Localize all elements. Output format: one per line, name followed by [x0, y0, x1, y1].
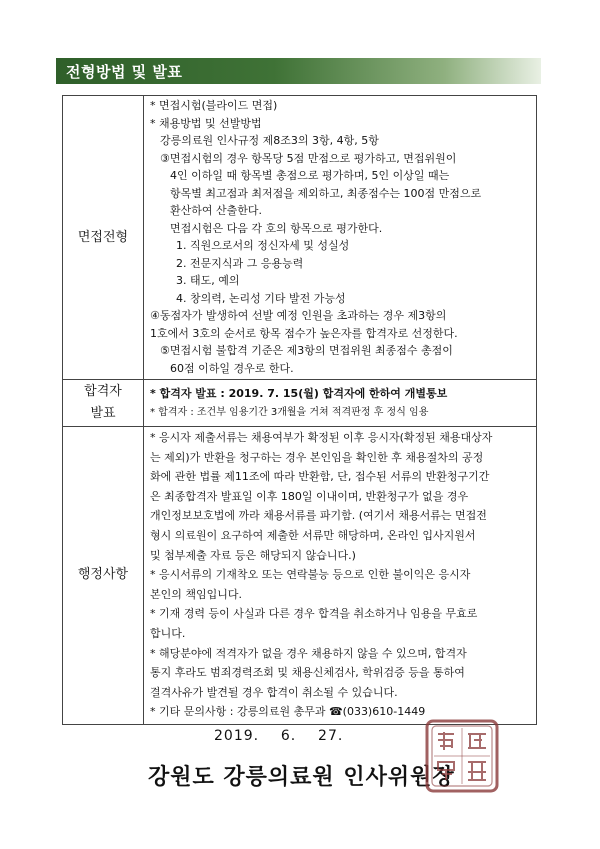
- interview-content: [144, 96, 537, 380]
- selection-table: [62, 95, 537, 725]
- admin-line: * 응시서류의 기재착오 또는 연락불능 등으로 인한 불이익은 응시자: [150, 568, 471, 582]
- admin-line: 은 최종합격자 발표일 이후 180일 이내이며, 반환청구가 없을 경우: [150, 489, 469, 503]
- interview-label: 면접전형: [63, 96, 144, 380]
- admin-line: 통지 후라도 범죄경력조회 및 채용신체검사, 학위검증 등을 통하여: [150, 666, 465, 680]
- announcement-line: * 합격자 : 조건부 임용기간 3개월을 거쳐 적격판정 후 정식 임용: [150, 407, 429, 418]
- interview-line: 4. 창의력, 논리성 기타 발전 가능성: [176, 291, 346, 305]
- announcement-label-line: 발표: [90, 406, 116, 421]
- announcement-label-line: 합격자: [84, 384, 122, 399]
- admin-line: 및 첨부제출 자료 등은 해당되지 않습니다.): [150, 548, 356, 562]
- interview-line: ⑤면접시험 불합격 기준은 제3항의 면접위원 최종점수 총점이: [160, 344, 453, 357]
- section-title: 전형방법 및 발표: [66, 63, 183, 81]
- interview-line: * 면접시험(블라이드 면접): [150, 99, 278, 112]
- admin-line: * 응시자 제출서류는 채용여부가 확정된 이후 응시자(확정된 채용대상자: [150, 431, 493, 444]
- admin-line: * 해당분야에 적격자가 없을 경우 채용하지 않을 수 있으며, 합격자: [150, 646, 467, 660]
- admin-label: 행정사항: [63, 427, 144, 725]
- interview-line: ④동점자가 발생하여 선발 예정 인원을 초과하는 경우 제3항의: [150, 309, 447, 322]
- admin-line: 개인정보보호법에 까라 채용서류를 파기함. (여기서 채용서류는 면접전: [150, 509, 487, 523]
- announcement-line: * 합격자 발표 : 2019. 7. 15(월) 합격자에 한하여 개별통보: [150, 387, 448, 400]
- admin-line: 합니다.: [150, 626, 186, 640]
- interview-line: 항목별 최고점과 최저점을 제외하고, 최종점수는 100점 만점으로: [170, 186, 482, 200]
- announcement-label: [63, 380, 144, 427]
- admin-row: [63, 427, 537, 725]
- official-seal-icon: [424, 718, 500, 794]
- organization-name: 강원도 강릉의료원 인사위원장: [148, 765, 455, 790]
- interview-line: 4인 이하일 때 항목별 총점으로 평가하며, 5인 이상일 때는: [170, 169, 450, 182]
- interview-line: 60점 이하일 경우로 한다.: [170, 361, 294, 375]
- admin-content: [144, 427, 537, 725]
- section-header-bar: [56, 58, 541, 84]
- admin-line: * 기재 경력 등이 사실과 다른 경우 합격을 취소하거나 임용을 무효로: [150, 607, 478, 621]
- admin-line: * 기타 문의사항 : 강릉의료원 총무과 ☎(033)610-1449: [150, 705, 426, 719]
- interview-line: 3. 태도, 예의: [176, 274, 240, 287]
- admin-line: 화에 관한 법률 제11조에 따라 반환함, 단, 접수된 서류의 반환청구기간: [150, 470, 490, 484]
- admin-line: 는 제외)가 반환을 청구하는 경우 본인임을 확인한 후 채용절차의 공정: [150, 450, 484, 464]
- admin-line: 결격사유가 발견될 경우 합격이 취소될 수 있습니다.: [150, 685, 398, 699]
- announcement-content: [144, 380, 537, 427]
- interview-line: 2. 전문지식과 그 응용능력: [176, 256, 304, 270]
- interview-line: 1호에서 3호의 순서로 항목 점수가 높은자를 합격자로 선정한다.: [150, 326, 458, 340]
- interview-line: 강릉의료원 인사규정 제8조3의 3항, 4항, 5항: [160, 134, 379, 147]
- announcement-row: [63, 380, 537, 427]
- interview-line: * 채용방법 및 선발방법: [150, 116, 262, 130]
- admin-line: 형시 의료원이 요구하여 제출한 서류만 해당하며, 온라인 입사지원서: [150, 528, 476, 542]
- interview-line: ③면접시험의 경우 항목당 5점 만점으로 평가하고, 면접위원이: [160, 151, 457, 165]
- interview-line: 면접시험은 다음 각 호의 항목으로 평가한다.: [170, 221, 383, 235]
- interview-line: 환산하여 산출한다.: [170, 204, 263, 217]
- interview-line: 1. 직원으로서의 정신자세 및 성실성: [176, 239, 350, 252]
- issue-date: 2019. 6. 27.: [214, 728, 344, 744]
- admin-line: 본인의 책임입니다.: [150, 587, 243, 601]
- interview-row: [63, 96, 537, 380]
